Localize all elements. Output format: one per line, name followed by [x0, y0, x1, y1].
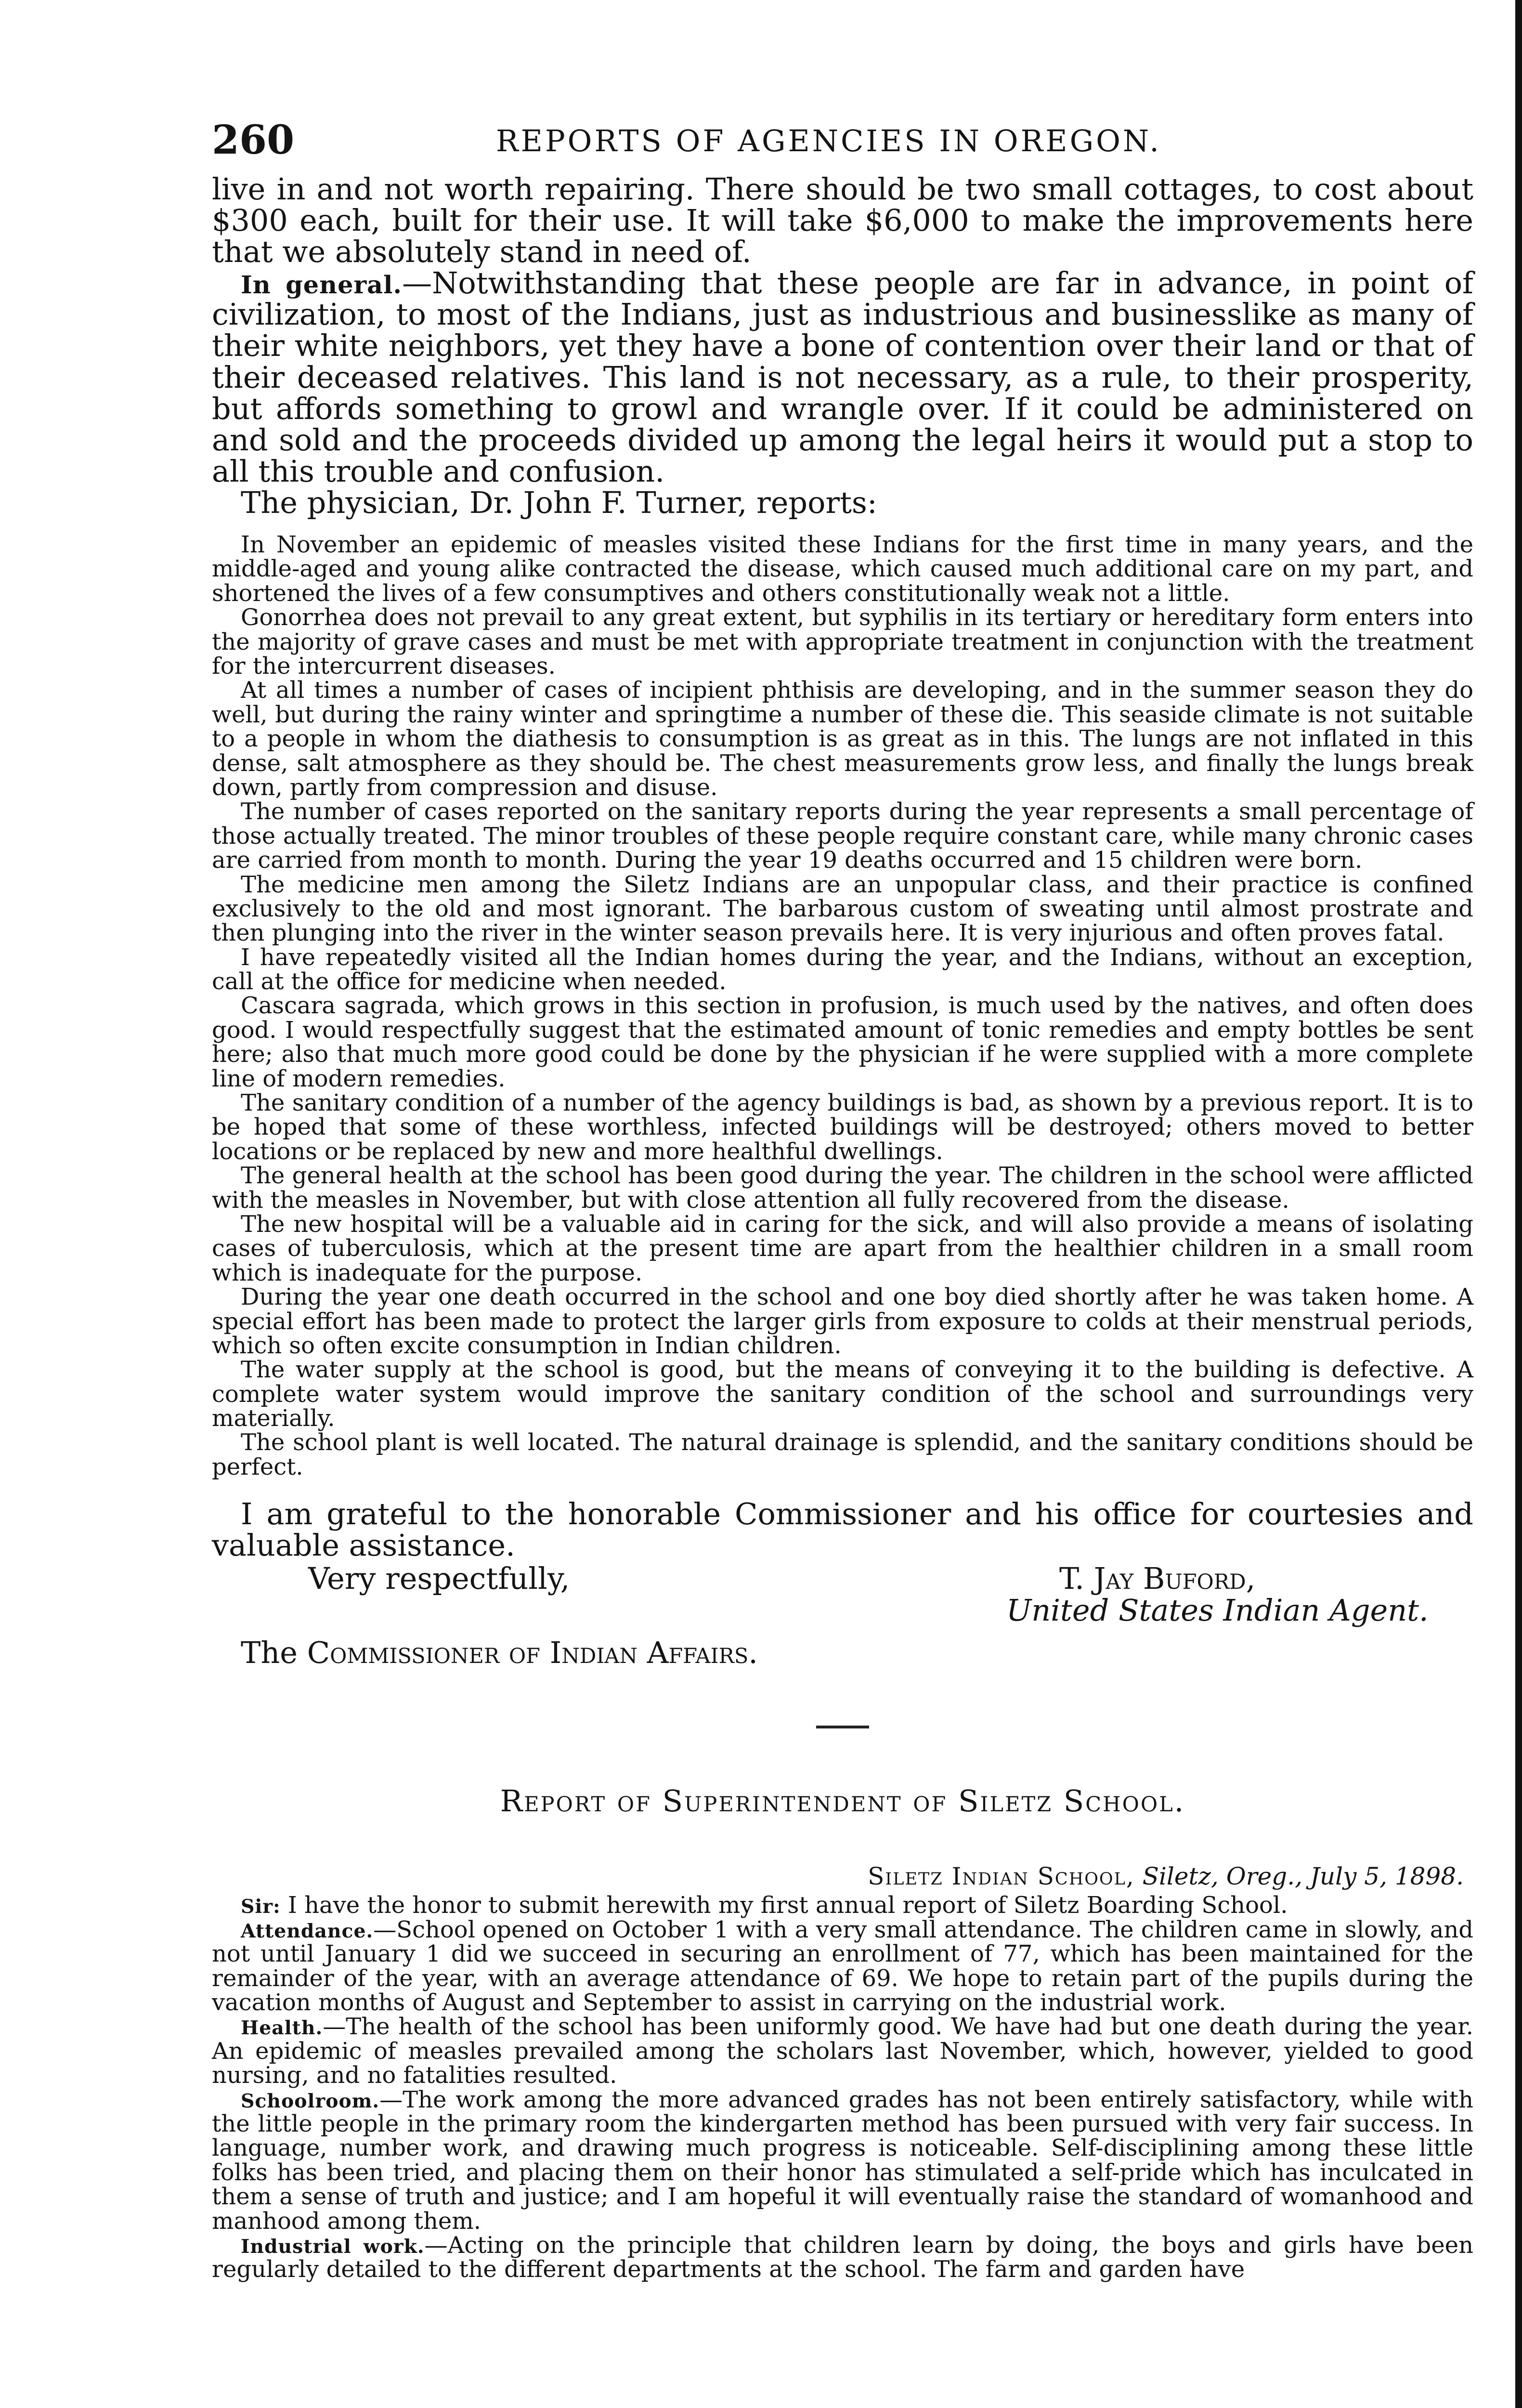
physician-paragraph: In November an epidemic of measles visited these Indians for the first time in many years, and the middle-aged and young alike contracted the disease, which caused much additional care on my part, and shortened the lives of a few consumptives and others constitutionally weak not a little.	[212, 531, 1473, 607]
physician-paragraph: The number of cases reported on the sanitary reports during the year represents a small percentage of those actually treated. The minor troubles of these people require constant care, while many chronic cases are carried from month to month. During the year 19 deaths occurred and 15 children were born.	[212, 798, 1473, 874]
salutation-paragraph	[212, 1893, 1473, 1917]
industrial-work-lead: Industrial work.	[241, 2235, 425, 2258]
physician-paragraph: The school plant is well located. The natural drainage is splendid, and the sanitary conditions should be perfect.	[212, 1429, 1473, 1480]
attendance-text: —School opened on October 1 with a very small attendance. The children came in slowly, and not until January 1 did we succeed in securing an enrollment of 77, which has been maintained for the remainder of the year, with an average attendance of 69. We hope to retain part of the pupils during the vacation months of August and September to assist in carrying on the industrial work.	[212, 1916, 1473, 2016]
attendance-lead: Attendance.	[241, 1920, 374, 1942]
in-general-lead: In general.	[241, 270, 403, 300]
running-head: REPORTS OF AGENCIES IN OREGON.	[496, 123, 1161, 158]
in-general-text: —Notwithstanding that these people are far in advance, in point of civilization, to most of the Indians, just as industrious and businesslike as many of their white neighbors, yet they have a bone of contention over their land or that of their deceased relatives. This land is not necessary, as a rule, to their prosperity, but affords something to growl and wrangle over. If it could be administered on and sold and the proceeds divided up among the legal heirs it would put a stop to all this trouble and confusion.	[212, 265, 1473, 489]
industrial-work-paragraph	[212, 2233, 1473, 2282]
physician-intro: The physician, Dr. John F. Turner, reports:	[241, 484, 877, 520]
health-lead: Health.	[241, 2017, 323, 2040]
addressee-prefix: The	[241, 1635, 298, 1671]
page-header	[212, 117, 1473, 173]
signatory-title-row	[212, 1595, 1473, 1628]
health-text: —The health of the school has been uniformly good. We have had but one death during the year. An epidemic of measles prevailed among the scholars last November, which, however, yielded to good nursing, and no fatalities resulted.	[212, 2013, 1473, 2089]
physician-paragraph: During the year one death occurred in the school and one boy died shortly after he was taken home. A special effort has been made to protect the larger girls from exposure to colds at their menstrual periods, which so often excite consumption in Indian children.	[212, 1283, 1473, 1359]
physician-paragraph: Gonorrhea does not prevail to any great extent, but syphilis in its tertiary or hereditary form enters into the majority of grave cases and must be met with appropriate treatment in conjunction with the treatment for the intercurrent diseases.	[212, 604, 1473, 680]
section-divider	[816, 1726, 869, 1728]
physician-paragraph: The sanitary condition of a number of the agency buildings is bad, as shown by a previous report. It is to be hoped that some of these worthless, infected buildings will be destroyed; others moved to better locations or be replaced by new and more healthful dwellings.	[212, 1089, 1473, 1165]
dateline	[212, 1862, 1464, 1891]
closing-paragraph: I am grateful to the honorable Commissioner and his office for courtesies and valuable assistance.	[212, 1496, 1473, 1563]
physician-paragraph: The water supply at the school is good, but the means of conveying it to the building is defective. A complete water system would improve the sanitary condition of the school and surroundings very materially.	[212, 1356, 1473, 1432]
schoolroom-lead: Schoolroom.	[241, 2090, 380, 2112]
dateline-date: Siletz, Oreg., July 5, 1898.	[1142, 1862, 1464, 1891]
signatory-title: United States Indian Agent.	[1006, 1593, 1429, 1628]
health-paragraph	[212, 2015, 1473, 2087]
schoolroom-text: —The work among the more advanced grades has not been entirely satisfactory, while with the little people in the primary room the kindergarten method has been pursued with very fair success. In language, number work, and drawing much progress is noticeable. Self-disciplining among these little folks has been tried, and placing them on their honor has stimulated a self-pride which has inculcated in them a sense of truth and justice; and I am hopeful it will eventually raise the standard of womanhood and manhood among them.	[212, 2086, 1473, 2235]
school-report-title: Report of Superintendent of Siletz School.	[500, 1783, 1185, 1819]
document-page	[212, 117, 1473, 2283]
industrial-work-text: —Acting on the principle that children learn by doing, the boys and girls have been regularly detailed to the different departments at the school. The farm and garden have	[212, 2231, 1473, 2283]
physician-paragraph: Cascara sagrada, which grows in this section in profusion, is much used by the natives, and often does good. I would respectfully suggest that the estimated amount of tonic remedies and empty bottles be sent here; also that much more good could be done by the physician if he were supplied with a more complete line of modern remedies.	[212, 992, 1473, 1092]
salutation-lead: Sir:	[241, 1896, 281, 1918]
addressee-name: Commissioner of Indian Affairs.	[307, 1635, 758, 1671]
continued-paragraph: live in and not worth repairing. There should be two small cottages, to cost about $300 each, built for their use. It will take $6,000 to make the improvements here that we absolutely stand in need of.	[212, 171, 1473, 270]
physician-paragraph: I have repeatedly visited all the Indian homes during the year, and the Indians, without an exception, call at the office for medicine when needed.	[212, 943, 1473, 995]
valediction: Very respectfully,	[308, 1561, 570, 1597]
physician-paragraph: At all times a number of cases of incipient phthisis are developing, and in the summer season they do well, but during the rainy winter and springtime a number of these die. This seaside climate is not suitable to a people in whom the diathesis to consumption is as great as in this. The lungs are not inflated in this dense, salt atmosphere as they should be. The chest measurements grow less, and finally the lungs break down, partly from compression and disuse.	[212, 677, 1473, 801]
signature-row	[212, 1561, 1473, 1595]
attendance-paragraph	[212, 1918, 1473, 2015]
signatory-name: T. Jay Buford,	[1059, 1561, 1256, 1597]
in-general-paragraph	[212, 267, 1473, 487]
physician-paragraph: The new hospital will be a valuable aid in caring for the sick, and will also provide a means of isolating cases of tuberculosis, which at the present time are apart from the healthier children in a small room which is inadequate for the purpose.	[212, 1210, 1473, 1286]
physician-report	[212, 533, 1473, 1479]
addressee	[241, 1635, 1473, 1671]
physician-paragraph: The medicine men among the Siletz Indians are an unpopular class, and their practice is confined exclusively to the old and most ignorant. The barbarous custom of sweating until almost prostrate and then plunging into the river in the winter season prevails here. It is very injurious and often proves fatal.	[212, 871, 1473, 947]
physician-paragraph: The general health at the school has been good during the year. The children in the school were afflicted with the measles in November, but with close attention all fully recovered from the disease.	[212, 1162, 1473, 1214]
dateline-place: Siletz Indian School,	[868, 1862, 1135, 1891]
page-number: 260	[212, 117, 295, 163]
salutation-text: I have the honor to submit herewith my first annual report of Siletz Boarding School.	[287, 1892, 1288, 1919]
schoolroom-paragraph	[212, 2088, 1473, 2233]
